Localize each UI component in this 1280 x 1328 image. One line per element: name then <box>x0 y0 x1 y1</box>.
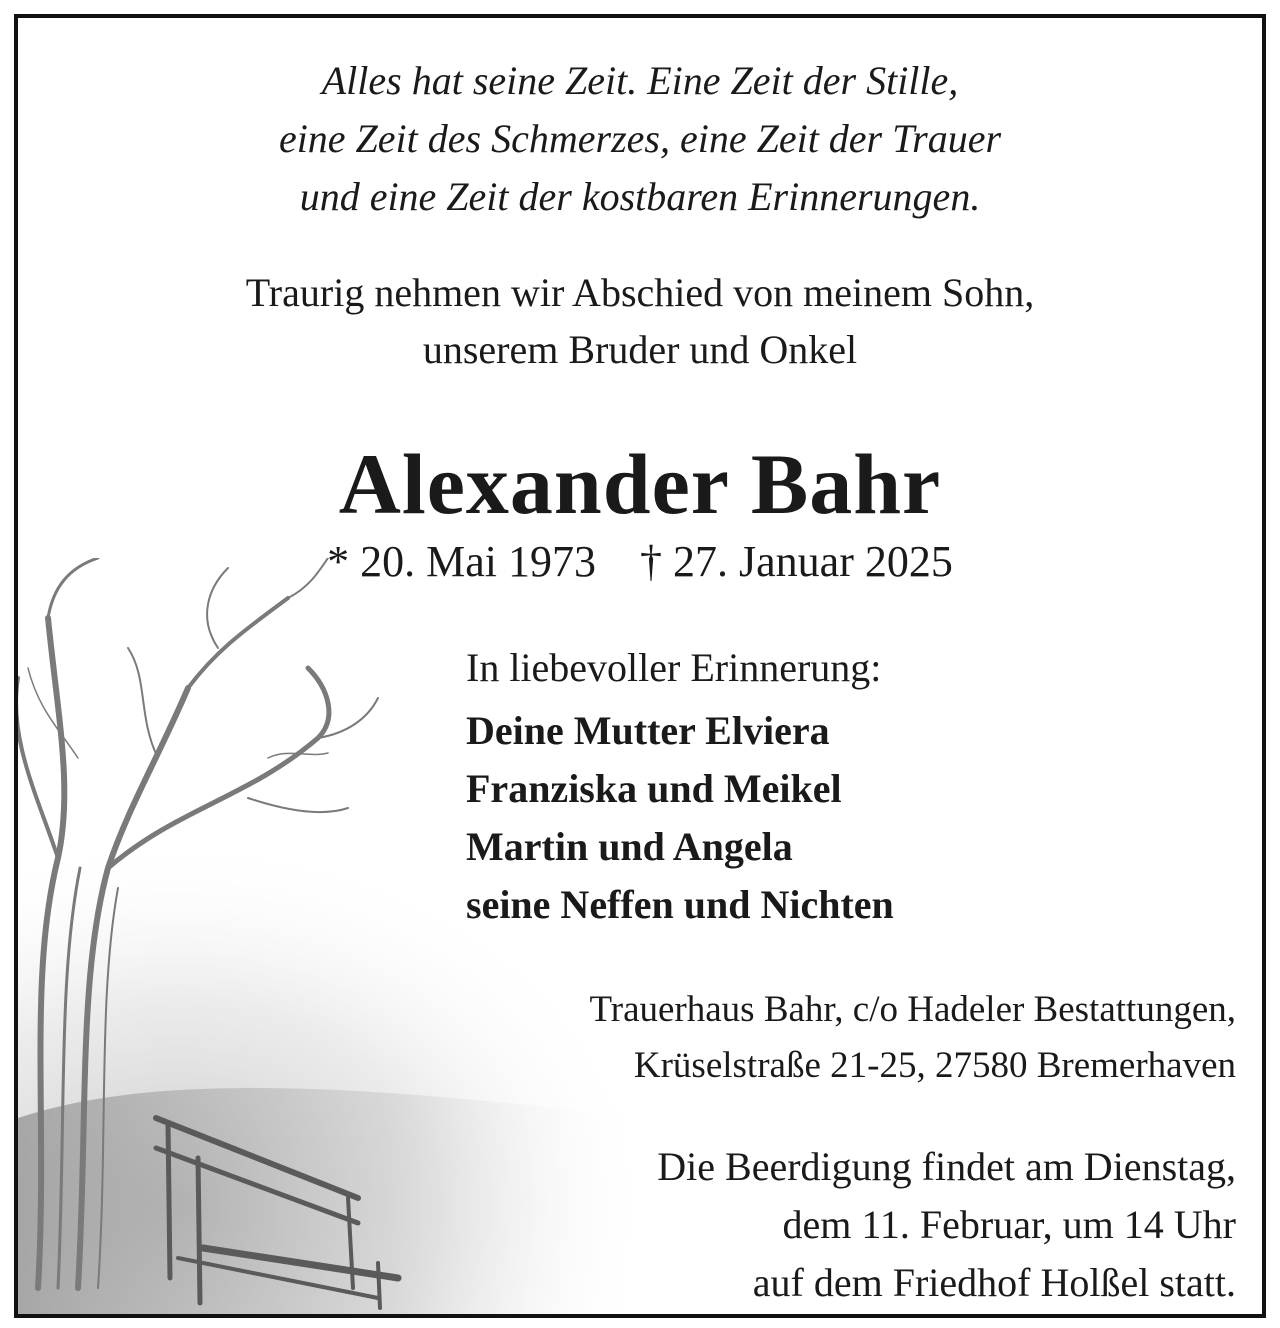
verse <box>18 52 1262 226</box>
funeral-line: Die Beerdigung findet am Dienstag, <box>657 1144 1236 1189</box>
life-dates <box>18 534 1262 590</box>
intro-text <box>18 264 1262 378</box>
intro-line: unserem Bruder und Onkel <box>422 327 858 372</box>
mourners-block <box>466 640 894 934</box>
verse-line: Alles hat seine Zeit. Eine Zeit der Stille, <box>321 58 959 103</box>
death-date: † 27. Januar 2025 <box>640 537 953 586</box>
birth-date: * 20. Mai 1973 <box>327 537 597 586</box>
mourner-name: seine Neffen und Nichten <box>466 882 894 927</box>
intro-line: Traurig nehmen wir Abschied von meinem Sohn, <box>245 270 1035 315</box>
mourner-name: Franziska und Meikel <box>466 766 842 811</box>
deceased-name: Alexander Bahr <box>338 436 942 532</box>
mourner-name: Deine Mutter Elviera <box>466 708 830 753</box>
funeral-notice <box>657 1138 1236 1312</box>
mourning-address <box>589 982 1236 1094</box>
remembrance-label: In liebevoller Erinnerung: <box>466 645 882 690</box>
verse-line: und eine Zeit der kostbaren Erinnerungen. <box>299 174 981 219</box>
mourner-list <box>466 702 894 934</box>
mourner-name: Martin und Angela <box>466 824 793 869</box>
obituary-frame <box>14 14 1266 1318</box>
funeral-line: auf dem Friedhof Holßel statt. <box>752 1260 1236 1305</box>
address-line: Trauerhaus Bahr, c/o Hadeler Bestattungen, <box>589 989 1236 1030</box>
verse-line: eine Zeit des Schmerzes, eine Zeit der Trauer <box>278 116 1002 161</box>
funeral-line: dem 11. Februar, um 14 Uhr <box>782 1202 1236 1247</box>
address-line: Krüselstraße 21-25, 27580 Bremerhaven <box>633 1045 1236 1086</box>
